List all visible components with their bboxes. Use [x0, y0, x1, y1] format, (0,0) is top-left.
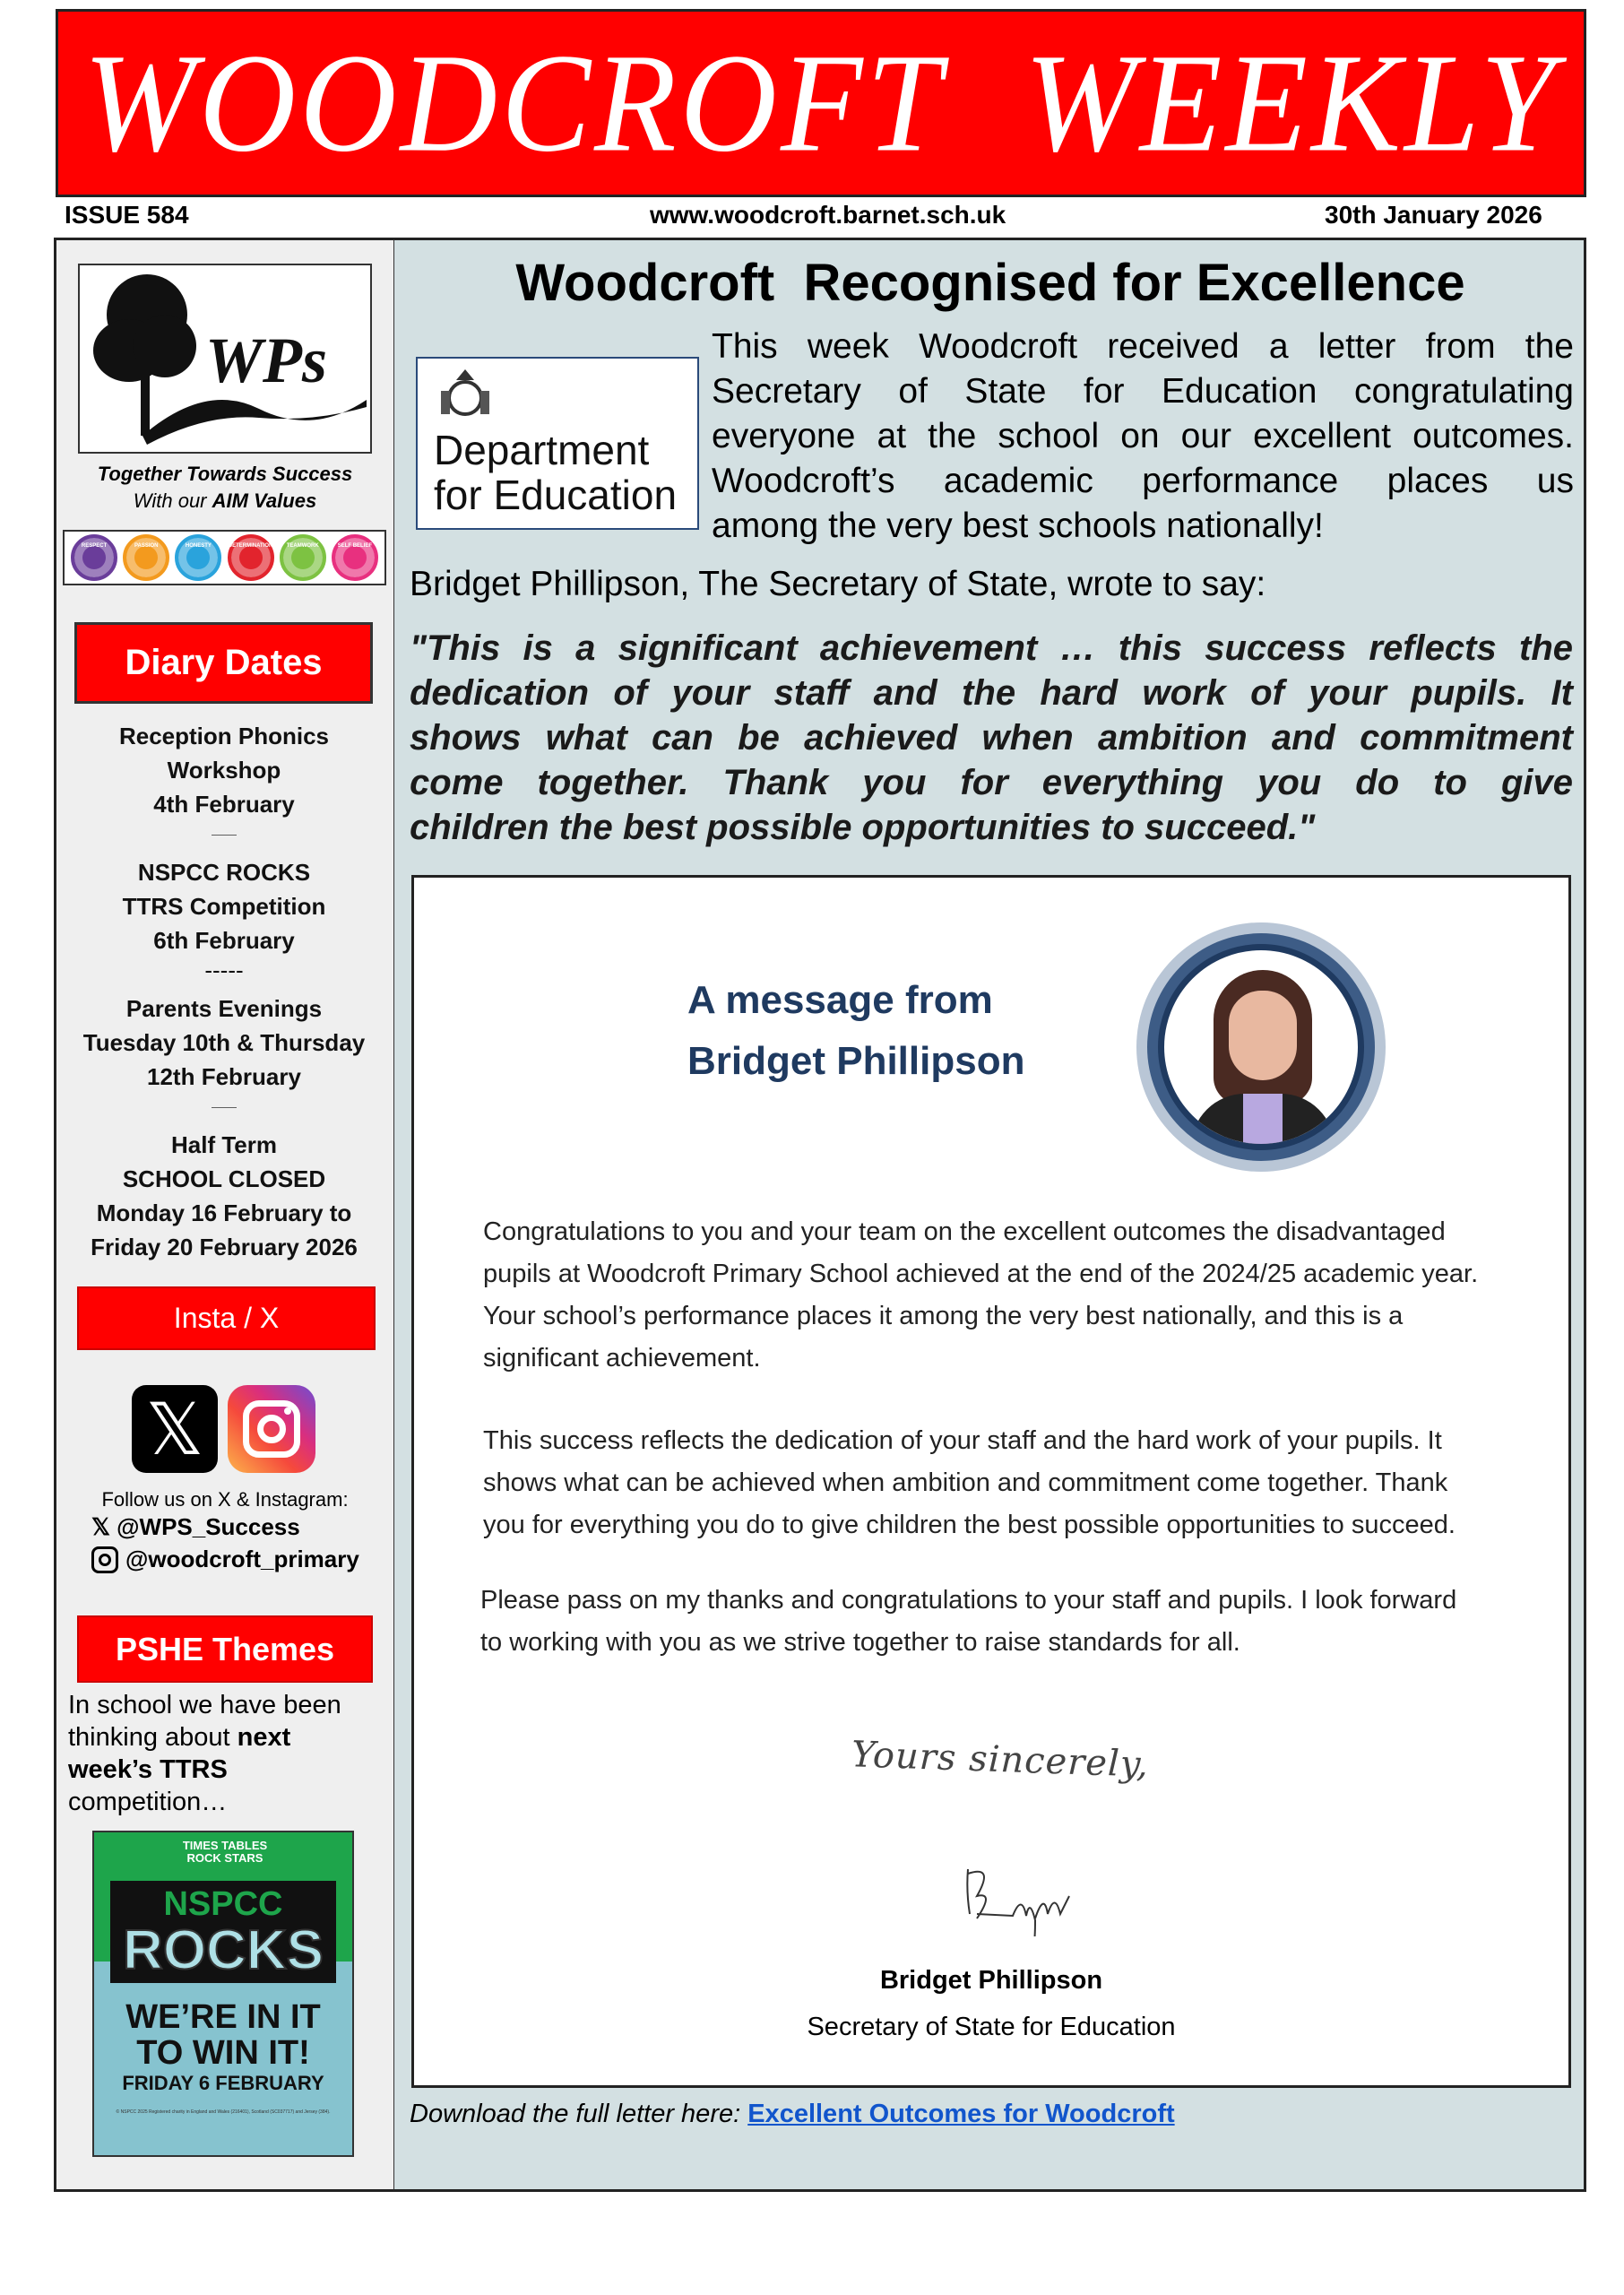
text-line: Please pass on my thanks and congratulations to your staff and pupils. I look forward	[480, 1586, 1457, 1615]
article-lead: Bridget Phillipson, The Secretary of State, wrote to say:	[410, 565, 1266, 603]
diary-separator: ——	[212, 827, 237, 841]
download-line	[410, 2100, 1175, 2129]
tree-logo-icon	[80, 265, 370, 452]
caption-text: With our	[133, 489, 212, 512]
royal-crest-icon	[434, 364, 497, 427]
x-handle-row[interactable]	[91, 1513, 300, 1541]
text-line: you for everything you do to give children the best possible opportunities to succeed.	[483, 1511, 1456, 1539]
diary-date-line: Half Term	[171, 1131, 277, 1158]
aim-value-badge	[332, 534, 378, 581]
aim-value-label: SELF BELIEF	[337, 543, 373, 549]
diary-dates-heading: Diary Dates	[74, 622, 373, 704]
text-line: shows what can be achieved when ambition and commitment	[410, 718, 1573, 758]
text-line: children the best possible opportunities to succeed."	[410, 808, 1316, 847]
pshe-text-part: competition…	[68, 1788, 228, 1816]
x-small-icon: 𝕏	[91, 1513, 117, 1540]
diary-separator: -----	[204, 957, 244, 983]
text-line: to working with you as we strive together to raise standards for all.	[480, 1628, 1240, 1657]
poster-fine-print: © NSPCC 2025 Registered charity in England and Wales (216401), Scotland (SC037717) and Jersey (384).	[116, 2109, 331, 2115]
diary-date-line: 12th February	[147, 1063, 301, 1090]
aim-values-caption	[63, 489, 387, 513]
pshe-heading: PSHE Themes	[77, 1615, 373, 1683]
diary-date-line: Parents Evenings	[125, 995, 323, 1022]
pshe-text-bold: next week’s TTRS	[68, 1723, 291, 1784]
instagram-handle-row[interactable]	[91, 1546, 359, 1573]
diary-date-line: Reception Phonics	[118, 723, 330, 749]
text-line: Woodcroft’s academic performance places us	[712, 462, 1574, 500]
diary-date-line: NSPCC ROCKS	[137, 859, 311, 886]
aim-value-label: DETERMINATION	[228, 543, 273, 549]
aim-value-badge	[71, 534, 117, 581]
dfe-logo	[416, 357, 699, 530]
minister-photo	[1136, 922, 1386, 1172]
diary-separator: ——	[212, 1099, 237, 1113]
aim-value-badge	[175, 534, 221, 581]
instagram-logo-icon[interactable]	[228, 1385, 315, 1473]
article-intro	[712, 325, 1574, 549]
article-title: Woodcroft Recognised for Excellence	[515, 254, 1465, 312]
instagram-small-icon	[91, 1546, 118, 1573]
text-line: "This is a significant achievement … this success reflects the	[410, 628, 1573, 668]
x-logo-icon[interactable]: 𝕏	[132, 1385, 218, 1473]
text-line: This success reflects the dedication of your staff and the hard work of your pupils. It	[483, 1426, 1442, 1455]
issue-date: 30th January 2026	[1325, 201, 1542, 229]
caption-bold: AIM Values	[212, 489, 317, 512]
svg-text:WPs: WPs	[205, 325, 328, 396]
text-line: This week Woodcroft received a letter from the	[712, 327, 1574, 366]
aim-value-label: TEAMWORK	[286, 543, 319, 549]
text-line: shows what can be achieved when ambition and commitment come together. Thank	[483, 1468, 1448, 1497]
poster-nspcc: NSPCC	[163, 1885, 283, 1923]
tagline: Together Towards Success	[97, 463, 353, 485]
text-line: Your school’s performance places it among the very best nationally, and this is a	[483, 1302, 1404, 1330]
poster-date: FRIDAY 6 FEBRUARY	[122, 2072, 324, 2094]
x-handle[interactable]: @WPS_Success	[117, 1513, 300, 1540]
aim-value-label: RESPECT	[81, 543, 108, 549]
website-link[interactable]: www.woodcroft.barnet.sch.uk	[650, 201, 1006, 229]
school-logo	[78, 264, 372, 454]
diary-date-line: Workshop	[167, 757, 281, 784]
poster-line: TO WIN IT!	[136, 2034, 310, 2072]
text-line: among the very best schools nationally!	[712, 507, 1324, 545]
text-line: Congratulations to you and your team on the excellent outcomes the disadvantaged	[483, 1217, 1446, 1246]
download-letter-link[interactable]: Excellent Outcomes for Woodcroft	[747, 2100, 1175, 2128]
diary-date-line: TTRS Competition	[122, 893, 326, 920]
letter-paragraph-1	[483, 1211, 1478, 1380]
aim-value-badge	[123, 534, 169, 581]
letter-heading	[687, 970, 1024, 1092]
instagram-handle[interactable]: @woodcroft_primary	[125, 1546, 359, 1572]
poster-line: WE’RE IN IT	[125, 1998, 321, 2036]
text-line: dedication of your staff and the hard work of your pupils. It	[410, 673, 1573, 713]
aim-value-label: PASSION	[134, 543, 159, 549]
diary-date-line: Tuesday 10th & Thursday	[82, 1029, 366, 1056]
ttrs-poster	[92, 1831, 354, 2157]
diary-date-line: SCHOOL CLOSED	[122, 1165, 326, 1192]
letter-paragraph-3	[480, 1580, 1456, 1664]
dfe-line1: Department	[434, 427, 650, 473]
aim-value-badge	[228, 534, 274, 581]
diary-date-line: Friday 20 February 2026	[91, 1234, 358, 1260]
diary-date-line: 4th February	[153, 791, 295, 818]
letter-heading-line: Bridget Phillipson	[687, 1039, 1025, 1083]
handwritten-signature	[851, 1730, 1174, 1936]
letter-heading-line: A message from	[687, 978, 993, 1022]
masthead	[56, 9, 1586, 197]
pshe-text	[68, 1689, 382, 1818]
dfe-line2: for Education	[434, 472, 678, 518]
diary-dates-list	[63, 719, 385, 1264]
text-line: come together. Thank you for everything you do to give	[410, 763, 1573, 802]
diary-date-line: 6th February	[153, 927, 295, 954]
poster-rocks: ROCKS	[123, 1919, 324, 1981]
poster-brand: TIMES TABLES ROCK STARS	[182, 1839, 268, 1865]
signatory-name: Bridget Phillipson	[879, 1966, 1103, 1995]
text-line: significant achievement.	[483, 1344, 761, 1373]
download-label: Download the full letter here:	[410, 2100, 748, 2128]
letter-closing: Yours sincerely,	[851, 1734, 1150, 1786]
article-quote	[410, 626, 1573, 850]
signatory-role: Secretary of State for Education	[807, 2013, 1176, 2041]
social-heading: Insta / X	[77, 1286, 376, 1350]
letter-paragraph-2	[483, 1420, 1456, 1546]
text-line: everyone at the school on our excellent outcomes.	[712, 417, 1574, 455]
diary-date-line: Monday 16 February to	[96, 1199, 352, 1226]
aim-value-badge	[280, 534, 326, 581]
pshe-text-part: In school we have been thinking about	[68, 1691, 341, 1752]
issue-number: ISSUE 584	[65, 201, 189, 229]
text-line: Secretary of State for Education congratulating	[712, 372, 1574, 411]
aim-value-label: HONESTY	[185, 543, 212, 549]
aim-values-strip	[63, 530, 386, 585]
follow-text: Follow us on X & Instagram:	[101, 1488, 349, 1511]
text-line: pupils at Woodcroft Primary School achieved at the end of the 2024/25 academic year.	[483, 1260, 1479, 1288]
newsletter-title: WOODCROFT WEEKLY	[83, 24, 1559, 182]
